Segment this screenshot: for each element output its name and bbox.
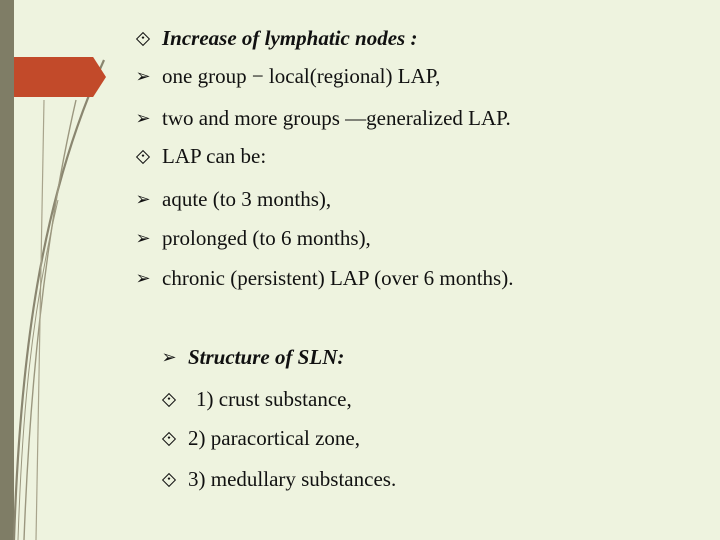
arrow-bullet-icon: ➢ — [135, 267, 151, 289]
bullet-line-medullary — [159, 469, 396, 490]
bullet-line-lap-can-be — [133, 146, 266, 167]
line-text: 3) medullary substances. — [188, 467, 397, 491]
red-accent-tab — [14, 57, 106, 97]
bullet-line-prolonged — [133, 228, 371, 249]
bullet-line-two-groups — [133, 108, 511, 129]
bullet-line-one-group — [133, 66, 440, 87]
bullet-line-structure-sln — [159, 347, 344, 368]
diamond-outline-bullet-icon — [133, 152, 153, 162]
line-text: 2) paracortical zone, — [188, 426, 360, 450]
diamond-outline-bullet-icon — [133, 34, 153, 44]
line-text: chronic (persistent) LAP (over 6 months). — [162, 266, 514, 290]
line-text: one group − local(regional) LAP, — [162, 64, 441, 88]
line-text: Structure of SLN: — [188, 345, 345, 369]
line-text: prolonged (to 6 months), — [162, 226, 371, 250]
bullet-line-aqute — [133, 189, 331, 210]
bullet-line-increase — [133, 28, 417, 49]
line-text: Increase of lymphatic nodes : — [162, 26, 418, 50]
arrow-bullet-icon: ➢ — [135, 65, 151, 87]
bullet-line-chronic — [133, 268, 513, 289]
arrow-bullet-icon: ➢ — [135, 188, 151, 210]
bullet-line-crust — [159, 389, 352, 410]
diamond-outline-bullet-icon — [159, 434, 179, 444]
arrow-bullet-icon: ➢ — [161, 346, 177, 368]
arrow-bullet-icon: ➢ — [135, 227, 151, 249]
line-text: LAP can be: — [162, 144, 267, 168]
bullet-line-paracortical — [159, 428, 360, 449]
line-text: two and more groups —generalized LAP. — [162, 106, 511, 130]
diamond-outline-bullet-icon — [159, 395, 179, 405]
diamond-outline-bullet-icon — [159, 475, 179, 485]
line-text: aqute (to 3 months), — [162, 187, 332, 211]
line-text: 1) crust substance, — [196, 387, 352, 411]
arrow-bullet-icon: ➢ — [135, 107, 151, 129]
